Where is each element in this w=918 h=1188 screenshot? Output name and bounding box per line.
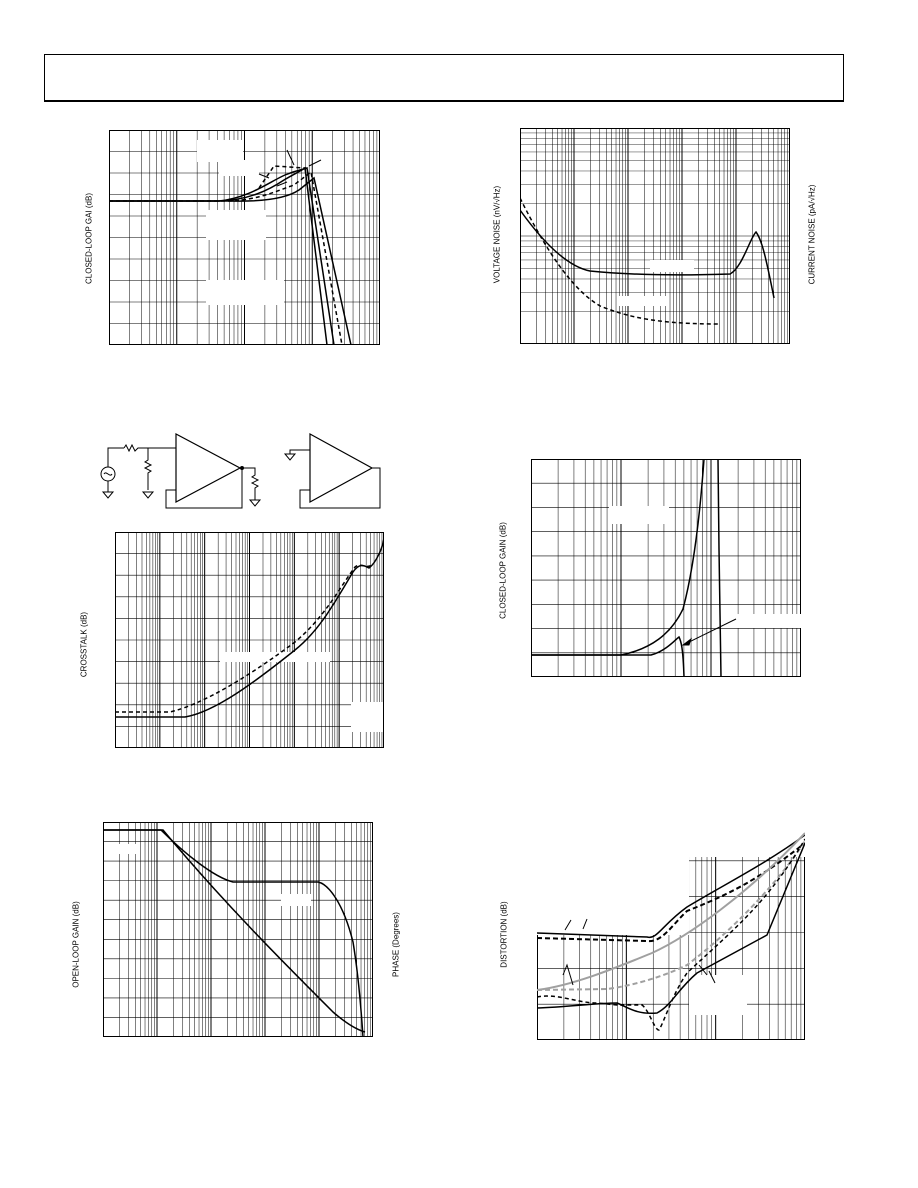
resistor-icon — [145, 448, 151, 490]
label-box — [351, 702, 383, 732]
label-box — [618, 296, 668, 306]
arrowhead — [683, 639, 691, 645]
fig1-plot — [109, 130, 380, 345]
opamp-icon — [176, 434, 240, 502]
crosstalk-dashed — [115, 564, 373, 712]
label-box — [650, 260, 694, 272]
fig2-plot — [520, 128, 790, 344]
fig6-ylabel: DISTORTION (dB) — [499, 901, 509, 968]
label-box — [609, 506, 669, 524]
fig5-ylabel-right: PHASE (Degrees) — [391, 912, 401, 977]
label-box — [537, 825, 689, 935]
arrow — [309, 160, 321, 166]
opamp-icon — [310, 434, 372, 502]
sine-icon — [104, 473, 112, 475]
resonance-line — [716, 459, 722, 677]
gain-curve — [103, 830, 365, 1032]
wire — [108, 448, 124, 467]
label-box — [220, 652, 330, 662]
resistor-icon — [124, 445, 148, 451]
label-box — [727, 614, 801, 628]
gain-curve-d — [109, 178, 351, 345]
fig4-plot — [531, 459, 801, 677]
ground-icon — [143, 492, 153, 498]
label-box — [689, 975, 747, 1015]
label-box — [219, 160, 259, 176]
label-box — [281, 894, 311, 906]
fig6-plot — [537, 825, 805, 1040]
fig2-ylabel-left: VOLTAGE NOISE (nV/√Hz) — [492, 185, 502, 284]
label-box — [197, 140, 243, 162]
arrow — [287, 150, 294, 165]
feedback-wire — [300, 468, 380, 508]
crosstalk-test-circuit — [100, 430, 390, 515]
fig2-ylabel-right: CURRENT NOISE (pA/√Hz) — [807, 184, 817, 285]
plot-frame — [104, 823, 373, 1037]
fig3-ylabel: CROSSTALK (dB) — [79, 611, 89, 678]
gain-peak-curve-b — [531, 637, 684, 677]
gain-curve-c — [109, 172, 342, 345]
fig1-ylabel: CLOSED-LOOP GAI (dB) — [84, 193, 94, 284]
fig5-ylabel-left: OPEN-LOOP GAIN (dB) — [71, 901, 81, 988]
page-header-box — [44, 54, 844, 102]
fig3-plot — [115, 532, 384, 748]
label-box — [206, 210, 266, 240]
ground-icon — [103, 481, 113, 498]
label-box — [206, 280, 284, 305]
label-box — [118, 844, 140, 854]
fig5-plot — [103, 822, 373, 1037]
gain-peak-curve-a — [531, 459, 704, 655]
load-resistor-icon — [240, 468, 260, 506]
ground-icon — [285, 450, 310, 460]
fig4-ylabel: CLOSED-LOOP GAIN (dB) — [498, 522, 508, 619]
feedback-wire — [166, 468, 242, 508]
plot-frame — [532, 460, 801, 677]
